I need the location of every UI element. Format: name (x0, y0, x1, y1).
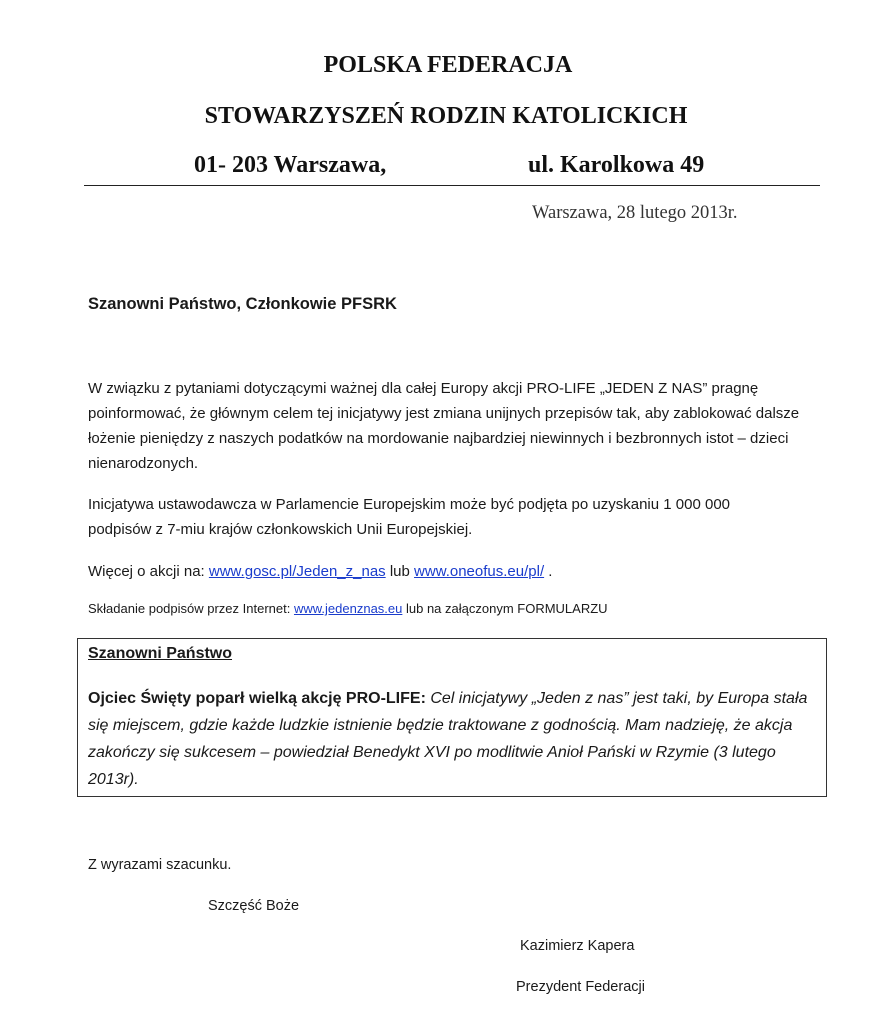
closing: Z wyrazami szacunku. (88, 857, 232, 873)
signatures-line (88, 601, 608, 616)
signatures-suffix: lub na załączonym FORMULARZU (402, 601, 608, 616)
quote-box (77, 638, 827, 797)
jedenznas-link[interactable]: www.jedenznas.eu (293, 601, 403, 616)
more-info-line (88, 559, 818, 584)
more-info-prefix: Więcej o akcji na: (88, 563, 209, 580)
greeting: Szanowni Państwo, Członkowie PFSRK (88, 295, 397, 313)
header-divider (84, 185, 820, 186)
more-info-suffix: . (544, 563, 553, 580)
letterhead-street: ul. Karolkowa 49 (528, 152, 705, 178)
blessing: Szczęść Boże (208, 898, 300, 914)
signatures-prefix: Składanie podpisów przez Internet: (88, 601, 294, 616)
more-info-middle: lub (385, 563, 415, 580)
signer-name: Kazimierz Kapera (520, 938, 635, 954)
paragraph-goal: W związku z pytaniami dotyczącymi ważnej dla całej Europy akcji PRO-LIFE „JEDEN Z NAS” pragnę poinformować, że głównym celem tej inicjatywy jest zmiana unijnych przepisów tak, aby zablokować dalsze łożenie pieniędzy z naszych podatków na mordowanie najbardziej niewinnych i bezbronnych istot – dzieci nienarodzonych. (88, 380, 800, 472)
quote-bold-lead: Ojciec Święty poparł wielką akcję PRO-LIFE: (88, 690, 426, 707)
letterhead-postal-city: 01- 203 Warszawa, (194, 152, 387, 178)
quote-box-body (88, 685, 818, 793)
letterhead-subtitle: STOWARZYSZEŃ RODZIN KATOLICKICH (204, 103, 688, 129)
signer-title: Prezydent Federacji (516, 979, 645, 995)
gosc-link[interactable]: www.gosc.pl/Jeden_z_nas (208, 563, 386, 580)
quote-italic-text: Cel inicjatywy „Jeden z nas” jest taki, by Europa stała się miejscem, gdzie każde ludzkie istnienie będzie traktowane z godnością. Mam nadzieję, że akcja zakończy się sukcesem – powiedział Benedykt XVI po modlitwie Anioł Pański w Rzymie (3 lutego 2013r). (88, 690, 808, 788)
quote-box-title: Szanowni Państwo (88, 645, 233, 662)
letterhead-title: POLSKA FEDERACJA (323, 52, 573, 78)
letter-date: Warszawa, 28 lutego 2013r. (532, 203, 738, 223)
oneofus-link[interactable]: www.oneofus.eu/pl/ (414, 563, 545, 580)
paragraph-initiative: Inicjatywa ustawodawcza w Parlamencie Europejskim może być podjęta po uzyskaniu 1 000 000 podpisów z 7-miu krajów członkowskich Unii Europejskiej. (88, 496, 731, 538)
